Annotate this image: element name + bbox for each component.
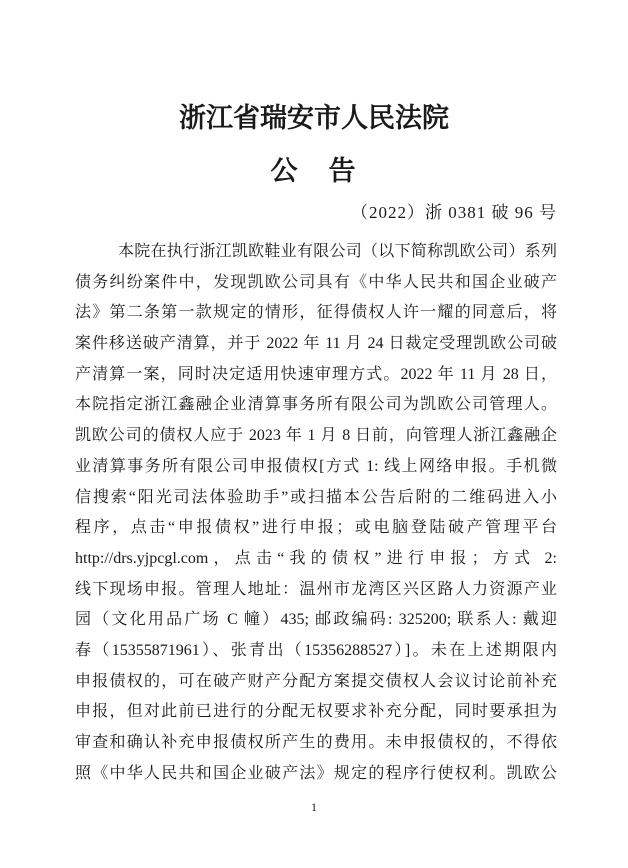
body-line: 信搜索“阳光司法体验助手”或扫描本公告后附的二维码进入小 [75,488,557,506]
announcement-title: 公 告 [270,156,358,186]
body-line: 本院指定浙江鑫融企业清算事务所有限公司为凯欧公司管理人。 [75,396,557,414]
body-line: 线下现场申报。管理人地址：温州市龙湾区兴区路人力资源产业 [75,580,557,598]
body-line: 债务纠纷案件中，发现凯欧公司具有《中华人民共和国企业破产 [75,273,557,291]
body-line: 产清算一案，同时决定适用快速审理方式。2022 年 11 月 28 日， [75,365,557,383]
body-line: 申报债权的，可在破产财产分配方案提交债权人会议讨论前补充 [75,672,557,690]
body-line: 申报，但对此前已进行的分配无权要求补充分配，同时要承担为 [75,703,557,721]
body-line: 园（文化用品广场 C 幢）435; 邮政编码: 325200; 联系人: 戴迎 [75,611,557,629]
body-line: 案件移送破产清算，并于 2022 年 11 月 24 日裁定受理凯欧公司破 [75,335,557,353]
page-number: 1 [311,800,317,814]
body-line: 凯欧公司的债权人应于 2023 年 1 月 8 日前，向管理人浙江鑫融企 [75,427,557,445]
body-line: 程序，点击“申报债权”进行申报；或电脑登陆破产管理平台 [75,519,557,537]
body-line: 春（15355871961）、张青出（15356288527）]。未在上述期限内 [75,641,557,659]
body-line: http://drs.yjpcgl.com，点击“我的债权”进行申报；方式 2: [75,549,557,567]
body-line: 本院在执行浙江凯欧鞋业有限公司（以下简称凯欧公司）系列 [118,243,557,260]
case-number: （2022）浙 0381 破 96 号 [351,203,557,222]
body-line: 照《中华人民共和国企业破产法》规定的程序行使权利。凯欧公 [75,764,557,782]
body-line: 法》第二条第一款规定的情形，征得债权人许一耀的同意后，将 [75,304,557,322]
court-name-heading: 浙江省瑞安市人民法院 [179,103,449,133]
body-line: 审查和确认补充申报债权所产生的费用。未申报债权的，不得依 [75,734,557,751]
announcement-body [75,237,557,789]
body-line: 业清算事务所有限公司申报债权[方式 1: 线上网络申报。手机微 [75,457,557,475]
